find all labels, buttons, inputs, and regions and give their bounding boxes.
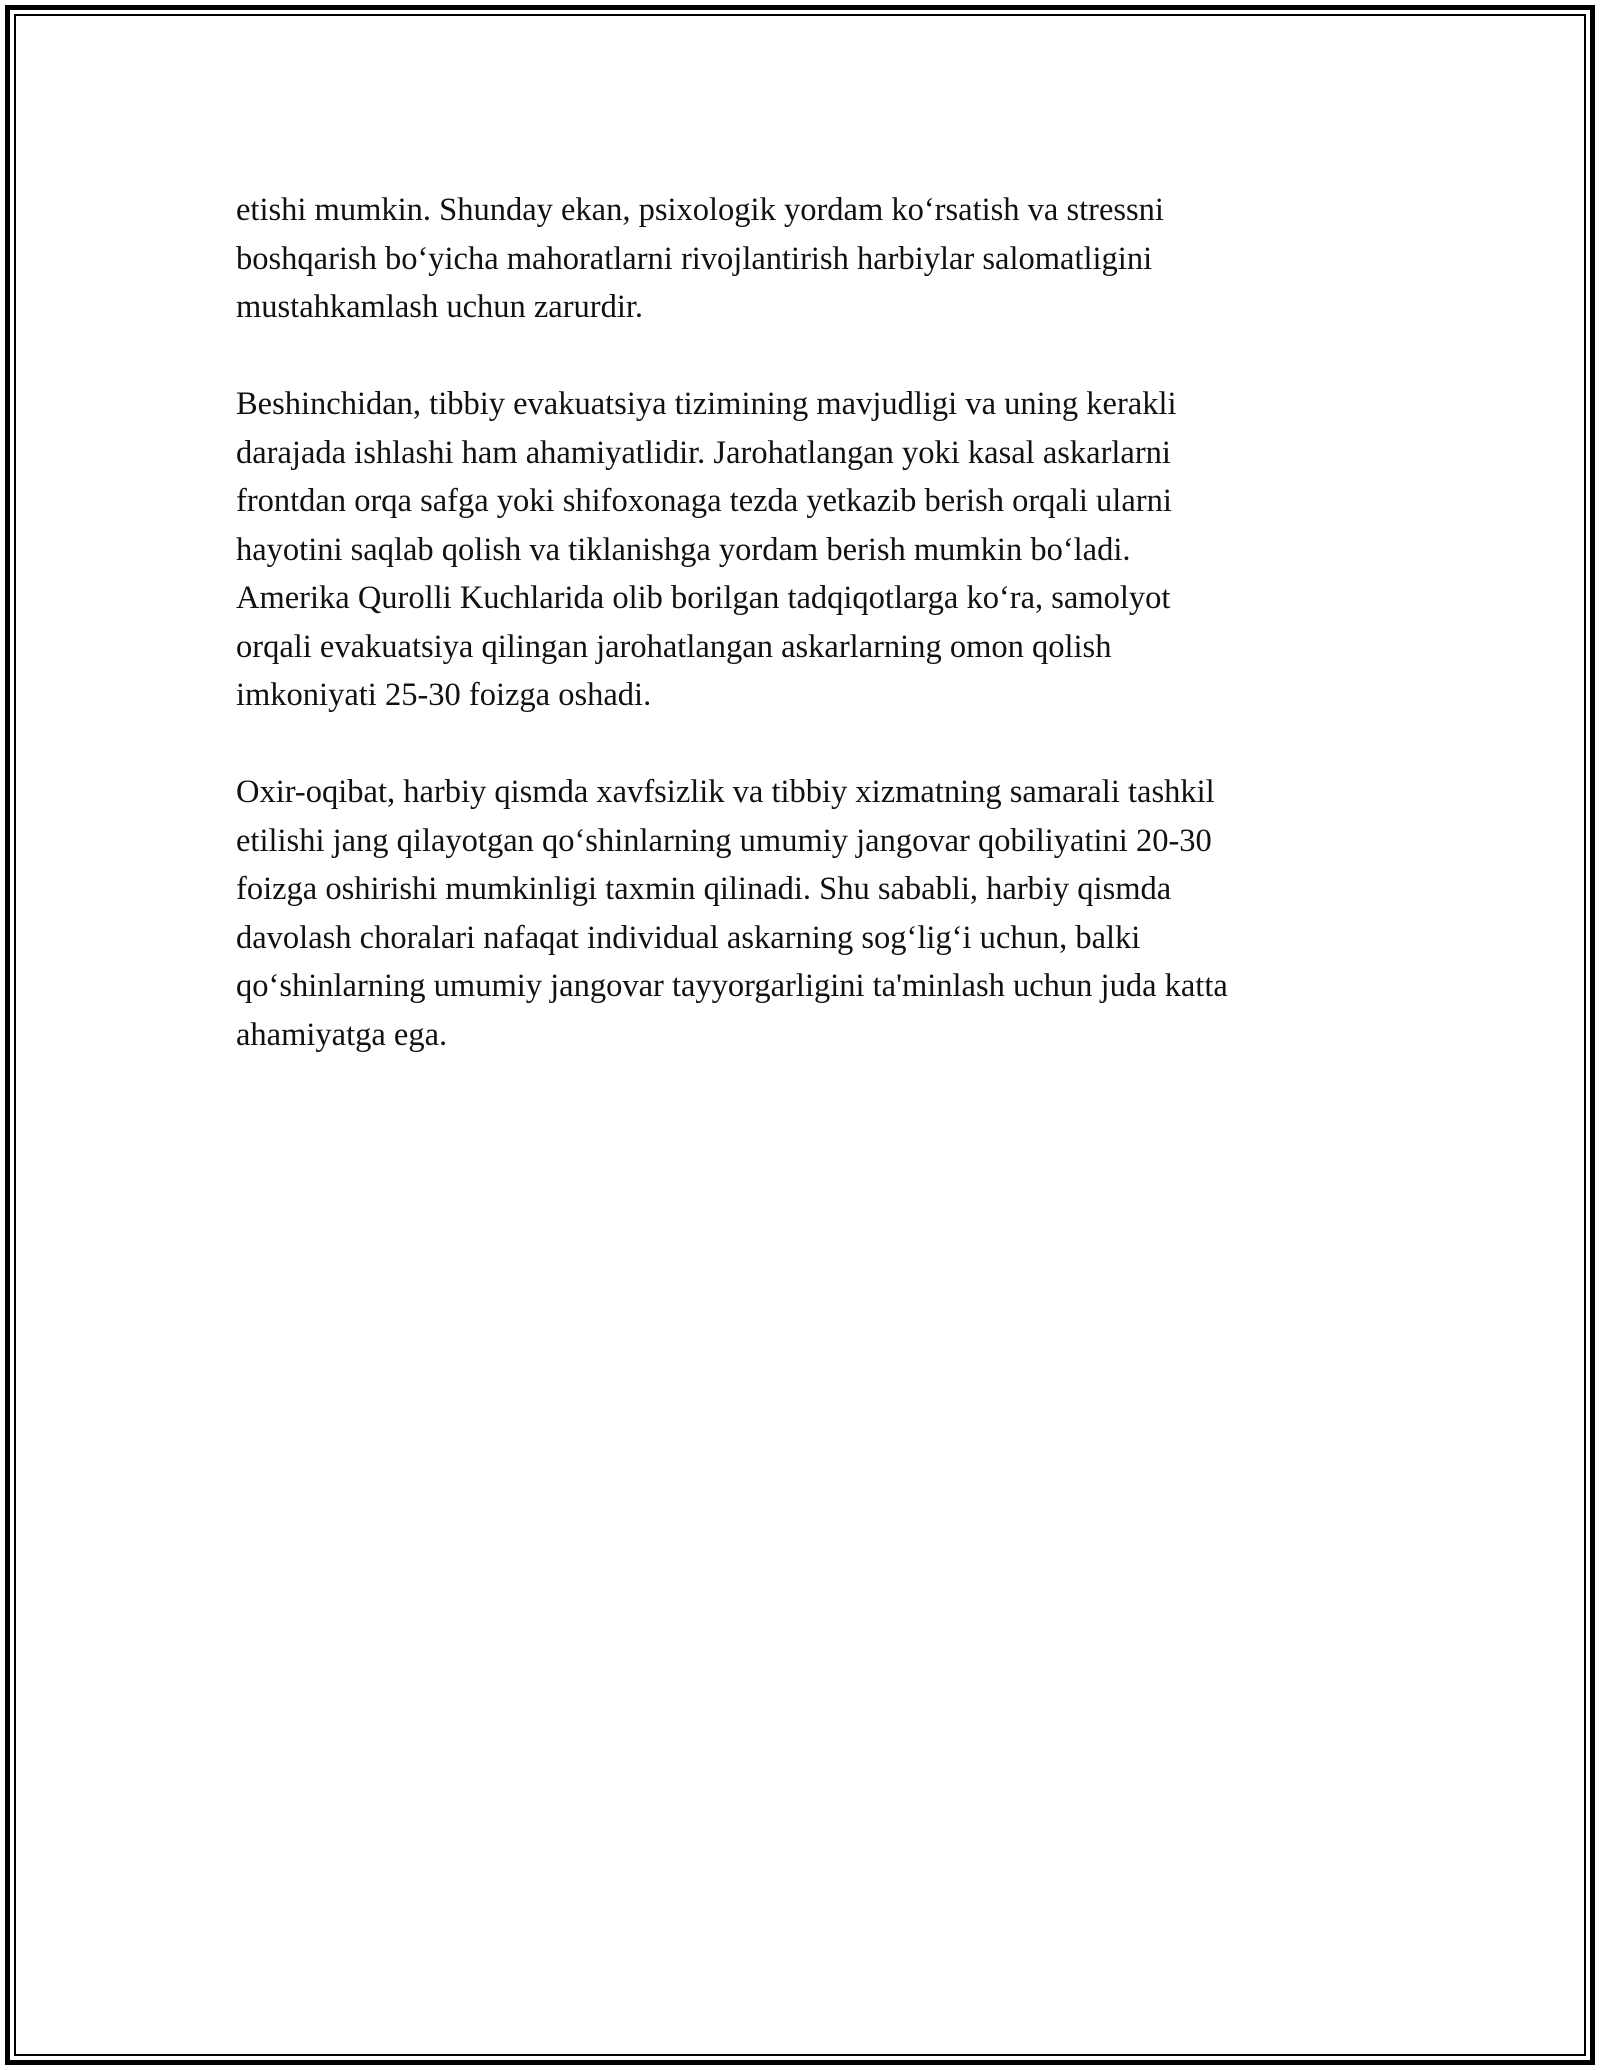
paragraph-conclusion: Oxir-oqibat, harbiy qismda xavfsizlik va tibbiy xizmatning samarali tashkil etilishi jang qilayotgan qo‘shinlarning umumiy jangovar qobiliyatini 20-30 foizga oshirishi mumkinligi taxmin qilinadi. Shu sababli, harbiy qismda davolash choralari nafaqat individual askarning sog‘lig‘i uchun, balki qo‘shinlarning umumiy jangovar tayyorgarligini ta'minlash uchun juda katta ahamiyatga ega. xyxy=(236,774,1228,1053)
document-body xyxy=(236,186,1366,1108)
paragraph-medical-evacuation: Beshinchidan, tibbiy evakuatsiya tizimining mavjudligi va uning kerakli darajada ishlashi ham ahamiyatlidir. Jarohatlangan yoki kasal askarlarni frontdan orqa safga yoki shifoxonaga tezda yetkazib berish orqali ularni hayotini saqlab qolish va tiklanishga yordam berish mumkin bo‘ladi. Amerika Qurolli Kuchlarida olib borilgan tadqiqotlarga ko‘ra, samolyot orqali evakuatsiya qilingan jarohatlangan askarlarning omon qolish imkoniyati 25-30 foizga oshadi. xyxy=(236,386,1177,713)
paragraph-psychological-support: etishi mumkin. Shunday ekan, psixologik yordam ko‘rsatish va stressni boshqarish bo‘yicha mahoratlarni rivojlantirish harbiylar salomatligini mustahkamlash uchun zarurdir. xyxy=(236,192,1164,325)
